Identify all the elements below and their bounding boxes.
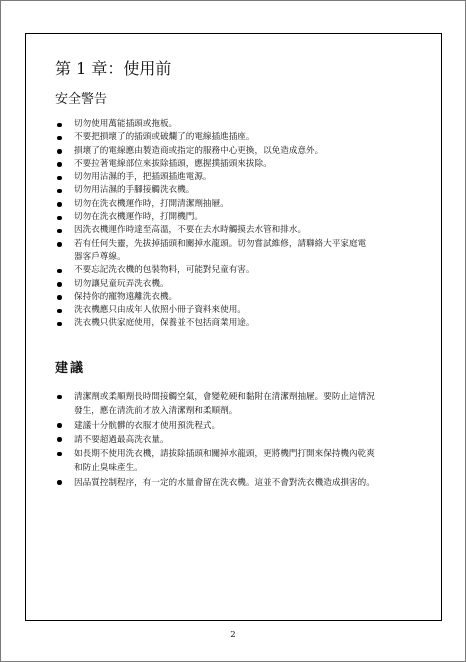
safety-item [55, 224, 366, 237]
bullet-icon [57, 322, 62, 327]
page-number: 2 [230, 630, 236, 640]
safety-item [55, 304, 366, 317]
bullet-icon [57, 202, 62, 207]
safety-item [55, 171, 366, 184]
safety-item-text: 切勿用沾濕的手腳接觸洗衣機。 [74, 185, 195, 196]
bullet-icon [57, 176, 62, 181]
advice-item-text: 因品質控制程序，有一定的水量會留在洗衣機。這並不會對洗衣機造成損害的。 [74, 477, 375, 488]
safety-item [55, 158, 366, 171]
advice-item [55, 447, 375, 476]
advice-item [55, 390, 375, 419]
safety-item-text: 損壞了的電線應由製造商或指定的服務中心更換，以免造成意外。 [74, 145, 324, 156]
safety-item-text: 切勿使用萬能插頭或拖板。 [74, 119, 178, 129]
safety-item [55, 291, 366, 304]
bullet-icon [57, 295, 62, 300]
advice-item [55, 476, 375, 490]
bullet-icon [57, 189, 62, 194]
advice-item-text: 和防止臭味產生。 [74, 463, 143, 474]
advice-item-text: 清潔劑或柔順劑長時間接觸空氣，會變乾硬和黏附在清潔劑抽屜。要防止這情況 [74, 392, 375, 402]
advice-item [55, 419, 375, 433]
bullet-icon [57, 395, 62, 400]
safety-warning-list [55, 118, 366, 331]
safety-item-text: 切勿用沾濕的手，把插頭插進電源。 [74, 172, 212, 183]
safety-item [55, 145, 366, 158]
bullet-icon [57, 452, 62, 457]
safety-item-text: 切勿讓兒童玩弄洗衣機。 [74, 278, 169, 289]
safety-item [55, 211, 366, 224]
bullet-icon [57, 269, 62, 274]
safety-item-text: 保持你的寵物遠離洗衣機。 [74, 291, 178, 302]
safety-item-text: 不要拉著電線部位來拔除插頭，應握撲插頭來拔除。 [74, 158, 272, 169]
safety-item-text: 若有任何失靈，先拔掉插頭和關掉水龍頭。切勿嘗試維修，請聯絡大平家庭電 [74, 238, 367, 249]
safety-item-text: 不要忘記洗衣機的包裝物料，可能對兒童有害。 [74, 265, 255, 276]
safety-item-text: 切勿在洗衣機運作時，打開機門。 [74, 212, 203, 223]
safety-item [55, 238, 366, 265]
advice-item-text: 建議十分骯髒的衣服才使用預洗程式。 [74, 420, 221, 431]
safety-item [55, 278, 366, 291]
safety-item-text: 洗衣機應只由成年人依照小冊子資料來使用。 [74, 305, 246, 316]
safety-item-text: 不要把損壞了的插頭或破爛了的電線插進插座。 [74, 132, 255, 143]
bullet-icon [57, 149, 62, 154]
bullet-icon [57, 480, 62, 485]
advice-item-text: 請不要超過最高洗衣量。 [74, 434, 169, 445]
chapter-title: 第 1 章：使用前 [55, 59, 172, 78]
advice-heading: 建議 [55, 361, 86, 376]
bullet-icon [57, 309, 62, 314]
safety-item [55, 184, 366, 197]
bullet-icon [57, 437, 62, 442]
safety-item-text: 因洗衣機運作時達至高溫，不要在去水時觸摸去水管和排水。 [74, 225, 307, 236]
advice-list [55, 390, 375, 490]
safety-item [55, 264, 366, 277]
safety-item [55, 118, 366, 131]
safety-item [55, 317, 366, 330]
advice-item-text: 發生，應在清洗前才放入清潔劑和柔順劑。 [74, 406, 238, 417]
advice-item [55, 433, 375, 447]
bullet-icon [57, 123, 62, 128]
safety-item-text: 器客戶尊線。 [74, 251, 126, 262]
advice-item-text: 如長期不使用洗衣機，請拔除插頭和關掉水龍頭，更將機門打開來保持機內乾爽 [74, 449, 375, 460]
safety-item-text: 切勿在洗衣機運作時，打開清潔劑抽屜。 [74, 198, 229, 209]
bullet-icon [57, 162, 62, 167]
bullet-icon [57, 242, 62, 247]
bullet-icon [57, 229, 62, 234]
bullet-icon [57, 216, 62, 221]
safety-item-text: 洗衣機只供家庭使用，保養並不包括商業用途。 [74, 318, 255, 329]
bullet-icon [57, 282, 62, 287]
safety-item [55, 131, 366, 144]
safety-heading: 安全警告 [55, 92, 108, 107]
bullet-icon [57, 423, 62, 428]
safety-item [55, 198, 366, 211]
bullet-icon [57, 136, 62, 141]
